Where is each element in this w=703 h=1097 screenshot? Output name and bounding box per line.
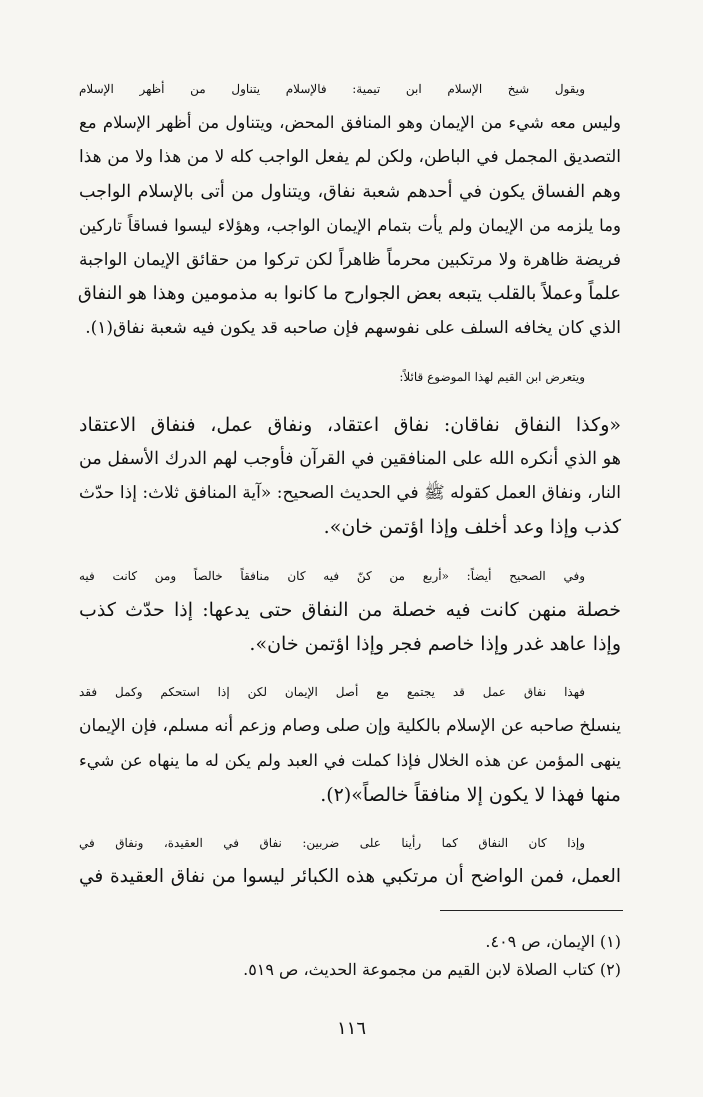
text-line: ينسلخ صاحبه عن الإسلام بالكلية وإن صلى وصام وزعم أنه مسلم، فإن الإيمان bbox=[79, 716, 621, 737]
text-line: وإذا عاهد غدر وإذا خاصم فجر وإذا اؤتمن خان». bbox=[249, 633, 621, 656]
text-line: هو الذي أنكره الله على المنافقين في القرآن فأوجب لهم الدرك الأسفل من bbox=[79, 449, 621, 470]
footnotes bbox=[79, 928, 621, 984]
footnote-2: (٢) كتاب الصلاة لابن القيم من مجموعة الحديث، ص ٥١٩. bbox=[243, 960, 621, 979]
text-line: وليس معه شيء من الإيمان وهو المنافق المحض، ويتناول من أظهر الإسلام مع bbox=[79, 113, 621, 133]
paragraph-1 bbox=[79, 72, 621, 346]
text-line: «وكذا النفاق نفاقان: نفاق اعتقاد، ونفاق عمل، فنفاق الاعتقاد bbox=[79, 413, 621, 436]
text-line: وهم الفساق يكون في أحدهم شعبة نفاق، ويتناول من أتى بالإسلام الواجب bbox=[79, 181, 621, 202]
main-text bbox=[79, 72, 621, 908]
text-line: الذي كان يخافه السلف على نفوسهم فإن صاحبه قد يكون فيه شعبة نفاق(١). bbox=[85, 318, 621, 339]
text-line: وإذا كان النفاق كما رأينا على ضربين: نفاق في العقيدة، ونفاق في bbox=[79, 836, 585, 851]
footnote-separator bbox=[440, 910, 623, 911]
paragraph-6 bbox=[79, 826, 621, 894]
text-line: ويقول شيخ الإسلام ابن تيمية: فالإسلام يتناول من أظهر الإسلام bbox=[79, 82, 585, 96]
text-line: التصديق المجمل في الباطن، ولكن لم يفعل الواجب كله لا من هذا ولا من هذا bbox=[79, 147, 621, 168]
text-line: ويتعرض ابن القيم لهذا الموضوع قائلاً: bbox=[399, 369, 585, 384]
paragraph-2 bbox=[79, 360, 621, 394]
text-line: ينهى المؤمن عن هذه الخلال فإذا كملت في العبد ولم يكن له ما ينهاه عن شيء bbox=[79, 750, 621, 770]
text-line: خصلة منهن كانت فيه خصلة من النفاق حتى يدعها: إذا حدّث كذب bbox=[79, 598, 621, 621]
text-line: النار، ونفاق العمل كقوله ﷺ في الحديث الصحيح: «آية المنافق ثلاث: إذا حدّث bbox=[79, 483, 621, 504]
text-line: فهذا نفاق عمل قد يجتمع مع أصل الإيمان لكن إذا استحكم وكمل فقد bbox=[79, 685, 585, 700]
text-line: منها فهذا لا يكون إلا منافقاً خالصاً»(٢). bbox=[320, 783, 621, 806]
footnote-1: (١) الإيمان، ص ٤٠٩. bbox=[485, 932, 621, 951]
text-line: كذب وإذا وعد أخلف وإذا اؤتمن خان». bbox=[323, 516, 621, 539]
text-line: العمل، فمن الواضح أن مرتكبي هذه الكبائر ليسوا من نفاق العقيدة في bbox=[79, 866, 621, 888]
text-line: علماً وعملاً بالقلب يتبعه بعض الجوارح ما كانوا به مذمومين وهذا هو النفاق bbox=[77, 283, 621, 305]
text-line: فريضة ظاهرة ولا مرتكبين محرماً ظاهراً لكن تركوا من حقائق الإيمان الواجبة bbox=[79, 250, 621, 271]
text-line: وما يلزمه من الإيمان ولم يأت بتمام الإيمان الواجب، وهؤلاء ليسوا فساقاً تاركين bbox=[79, 215, 621, 235]
text-line: وفي الصحيح أيضاً: «أربع من كنّ فيه كان منافقاً خالصاً ومن كانت فيه bbox=[79, 568, 585, 583]
page-number: ١١٦ bbox=[336, 1018, 366, 1039]
quote-paragraph-1 bbox=[79, 408, 621, 545]
quote-paragraph-3 bbox=[79, 675, 621, 812]
quote-paragraph-2 bbox=[79, 559, 621, 662]
